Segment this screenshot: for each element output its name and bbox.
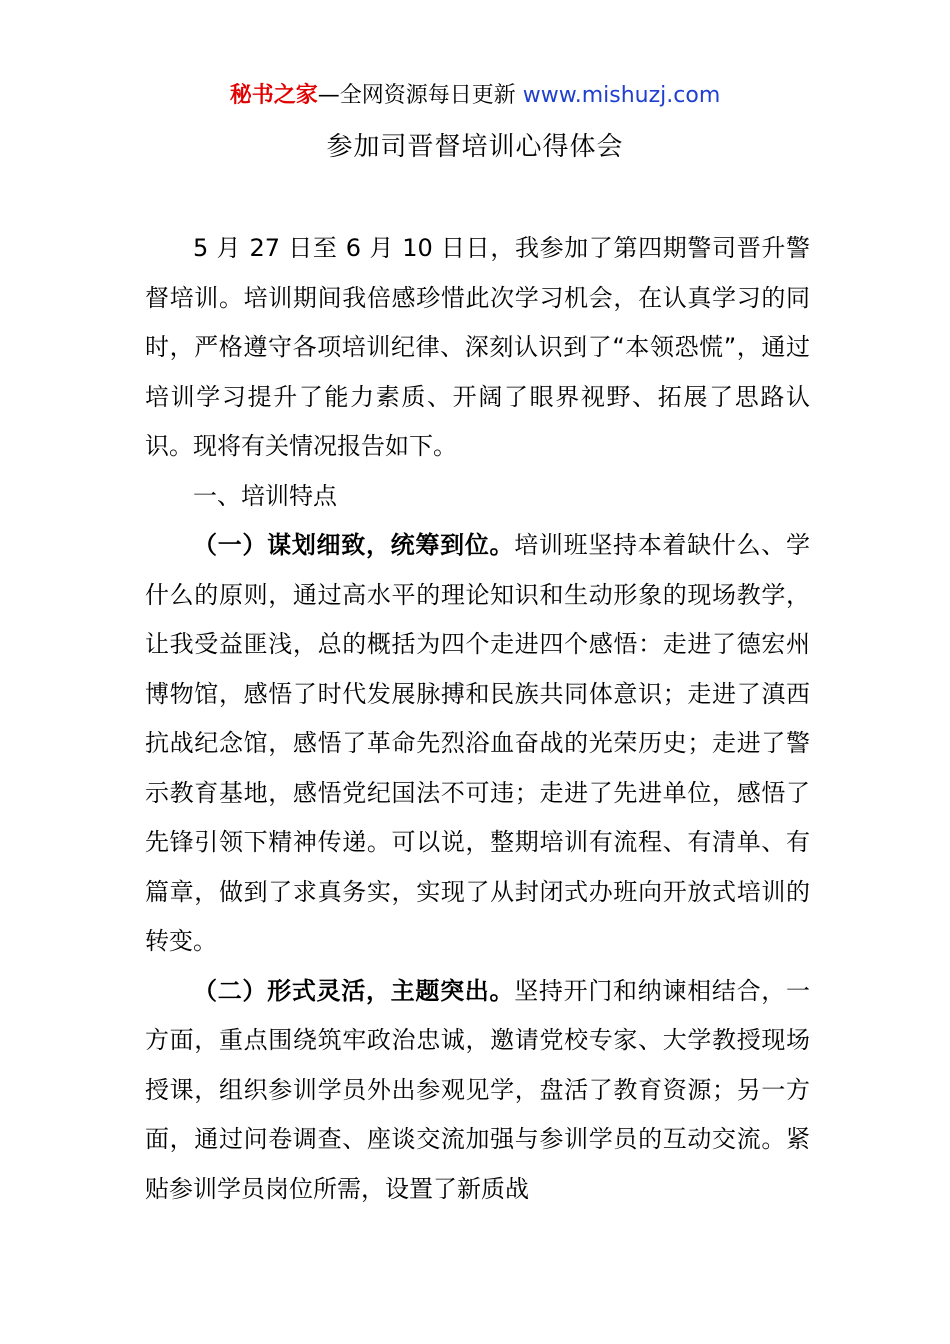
site-header [0, 80, 950, 112]
site-url[interactable]: www.mishuzj.com [522, 83, 721, 108]
paragraph-1-body: 培训班坚持本着缺什么、学什么的原则，通过高水平的理论知识和生动形象的现场教学，让我受益匪浅，总的概括为四个走进四个感悟：走进了德宏州博物馆，感悟了时代发展脉搏和民族共同体意识；走进了滇西抗战纪念馆，感悟了革命先烈浴血奋战的光荣历史；走进了警示教育基地，感悟党纪国法不可违；走进了先进单位，感悟了先锋引领下精神传递。可以说，整期培训有流程、有清单、有篇章，做到了求真务实，实现了从封闭式办班向开放式培训的转变。 [145, 531, 811, 955]
paragraph-2-heading: （二）形式灵活，主题突出。 [193, 976, 515, 1005]
document-title: 参加司晋督培训心得体会 [326, 132, 624, 162]
header-tagline: —全网资源每日更新 [317, 83, 516, 108]
paragraph-1 [145, 521, 810, 967]
paragraph-2-body: 坚持开门和纳谏相结合，一方面，重点围绕筑牢政治忠诚，邀请党校专家、大学教授现场授课，组织参训学员外出参观见学，盘活了教育资源；另一方面，通过问卷调查、座谈交流加强与参训学员的互动交流。紧贴参训学员岗位所需，设置了新质战 [145, 976, 811, 1203]
document-body [145, 224, 810, 1214]
paragraph-1-heading: （一）谋划细致，统筹到位。 [193, 531, 515, 559]
paragraph-2 [145, 967, 810, 1215]
brand-name: 秘书之家 [229, 83, 318, 108]
intro-paragraph: 5 月 27 日至 6 月 10 日日，我参加了第四期警司晋升警督培训。培训期间我倍感珍惜此次学习机会，在认真学习的同时，严格遵守各项培训纪律、深刻认识到了“本领恐慌”，通过培训学习提升了能力素质、开阔了眼界视野、拓展了思路认识。现将有关情况报告如下。 [145, 234, 810, 460]
section-heading: 一、培训特点 [193, 481, 337, 510]
